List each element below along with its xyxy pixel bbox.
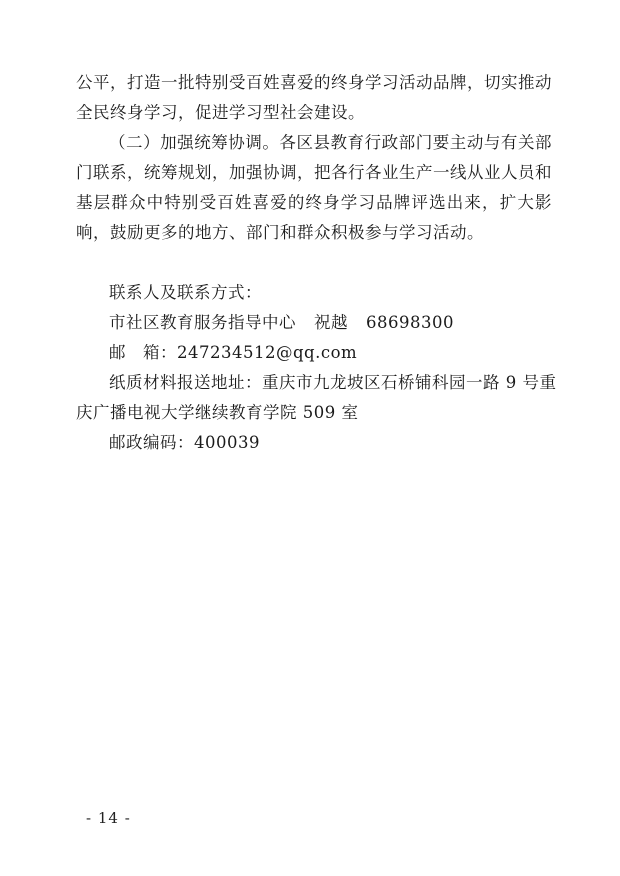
contact-address-label: 纸质材料报送地址： [109,373,262,392]
contact-address-line1: 重庆市九龙坡区石桥铺科园一路 9 号重 [262,373,557,392]
contact-section [76,278,557,458]
body-section [76,68,552,248]
contact-org: 市社区教育服务指导中心 [109,313,296,332]
contact-address-line2: 庆广播电视大学继续教育学院 509 室 [76,403,359,422]
contact-phone: 68698300 [366,313,454,332]
contact-org-line [76,308,552,338]
page-number: - 14 - [86,809,131,827]
paragraph-continuation: 公平，打造一批特别受百姓喜爱的终身学习活动品牌，切实推动全民终身学习，促进学习型社会建设。 [76,73,552,122]
contact-postcode-line [76,428,552,458]
contact-address-line [76,368,557,398]
contact-heading: 联系人及联系方式： [109,283,262,302]
contact-postcode: 400039 [194,433,260,452]
contact-email-line [76,338,552,368]
contact-postcode-label: 邮政编码： [109,433,194,452]
paragraph-coordination: （二）加强统筹协调。各区县教育行政部门要主动与有关部门联系，统筹规划，加强协调，把各行各业生产一线从业人员和基层群众中特别受百姓喜爱的终身学习品牌评选出来，扩大影响，鼓励更多的地方、部门和群众积极参与学习活动。 [76,133,552,242]
contact-person: 祝越 [314,313,348,332]
contact-email-label: 邮 箱： [109,343,177,362]
contact-email: 247234512@qq.com [177,343,358,362]
